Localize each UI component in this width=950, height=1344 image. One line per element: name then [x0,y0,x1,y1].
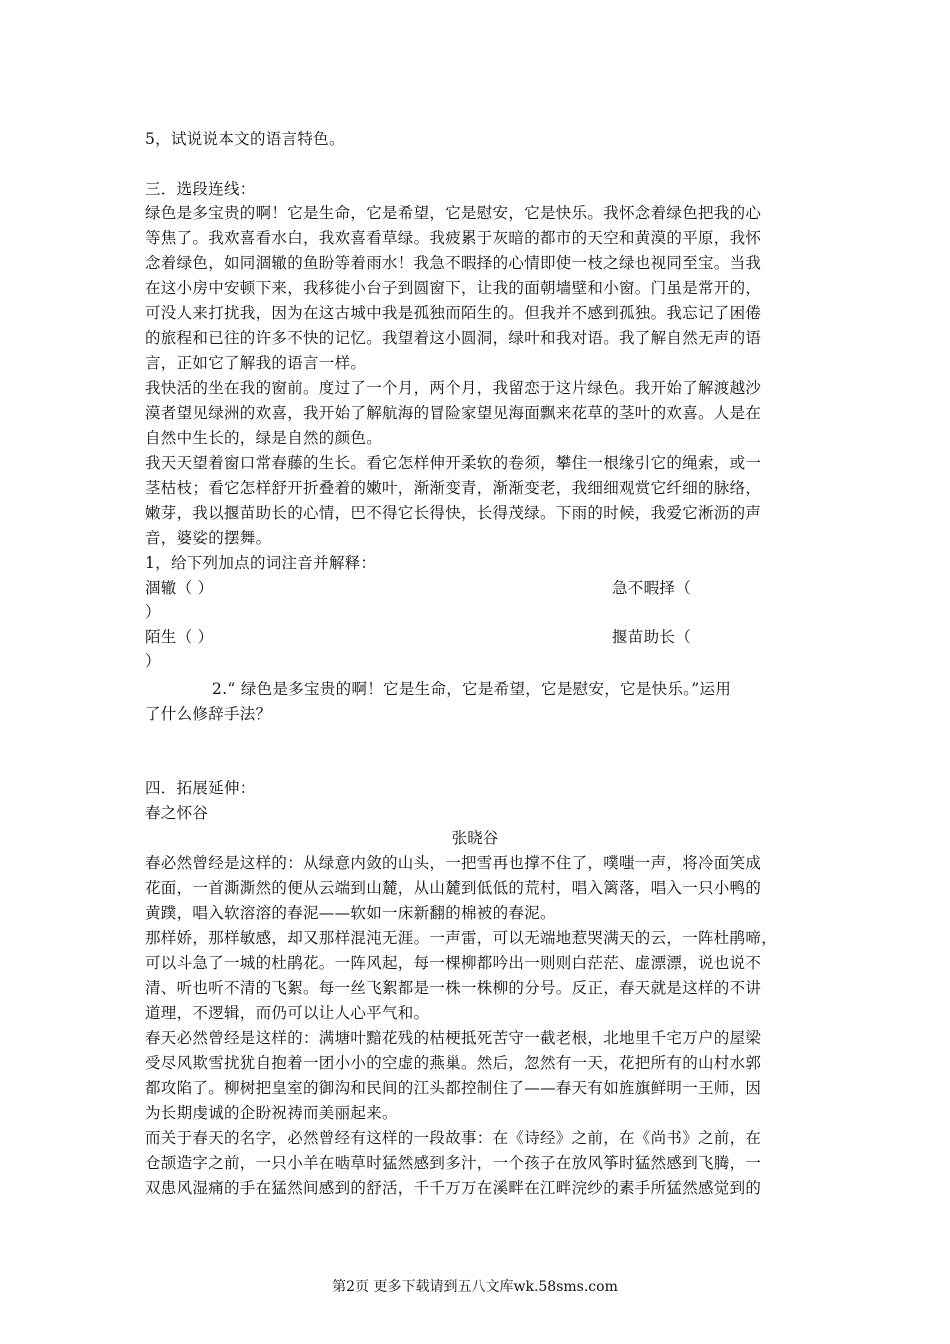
essay-line: 清、听也听不清的飞絮。每一丝飞絮都是一株一株柳的分号。反正，春天就是这样的不讲 [145,979,762,997]
essay-author: 张晓谷 [451,829,499,847]
passage-line: 等焦了。我欢喜看水白，我欢喜看草绿。我疲累于灰暗的都市的天空和黄漠的平原，我怀 [145,229,762,247]
passage-line: 嫩芽，我以揠苗助长的心情，巴不得它长得快，长得茂绿。下雨的时候，我爱它淅沥的声 [145,504,762,522]
passage-line: 我快活的坐在我的窗前。度过了一个月，两个月，我留恋于这片绿色。我开始了解渡越沙 [145,379,762,397]
essay-line: 可以斗急了一城的杜鹃花。一阵风起，每一棵柳都吟出一则则白茫茫、虚漂漂，说也说不 [145,954,762,972]
essay-line: 春必然曾经是这样的：从绿意内敛的山头，一把雪再也撑不住了，噗嗤一声，将冷面笑成 [145,854,762,872]
essay-line: 道理，不逻辑，而仍可以让人心平气和。 [145,1004,430,1022]
question-2-line-2: 了什么修辞手法？ [145,705,272,723]
question-5: 5，试说说本文的语言特色。 [145,130,345,148]
term-1-close: ） [145,603,161,621]
essay-line: 为长期虔诚的企盼祝祷而美丽起来。 [145,1104,398,1122]
passage-line: 念着绿色，如同涸辙的鱼盼等着雨水！我急不暇择的心情即使一枝之绿也视同至宝。当我 [145,254,762,272]
question-2-line-1: 2.“ 绿色是多宝贵的啊！它是生命，它是希望，它是慰安，它是快乐。”运用 [212,680,732,698]
essay-line: 黄蹼，唱入软溶溶的春泥——软如一床新翻的棉被的春泥。 [145,904,556,922]
essay-line: 春天必然曾经是这样的：满塘叶黯花残的枯梗抵死苦守一截老根，北地里千宅万户的屋梁 [145,1029,762,1047]
essay-line: 而关于春天的名字，必然曾经有这样的一段故事：在《诗经》之前，在《尚书》之前，在 [145,1129,762,1147]
essay-title: 春之怀谷 [145,804,209,822]
essay-line: 受尽风欺雪扰犹自抱着一团小小的空虚的燕巢。然后，忽然有一天，花把所有的山村水郭 [145,1054,762,1072]
passage-line: 言，正如它了解我的语言一样。 [145,354,367,372]
term-1-left: 涸辙（ ） [145,579,214,597]
passage-line: 在这小房中安顿下来，我移徙小台子到圆窗下，让我的面朝墙壁和小窗。门虽是常开的， [145,279,762,297]
passage-line: 可没人来打扰我，因为在这古城中我是孤独而陌生的。但我并不感到孤独。我忘记了困倦 [145,304,762,322]
question-1: 1，给下列加点的词注音并解释： [145,554,377,572]
passage-line: 绿色是多宝贵的啊！它是生命，它是希望，它是慰安，它是快乐。我怀念着绿色把我的心 [145,204,762,222]
passage-line: 音，婆娑的摆舞。 [145,529,272,547]
passage-line: 我天天望着窗口常春藤的生长。看它怎样伸开柔软的卷须，攀住一根缘引它的绳索，或一 [145,454,762,472]
essay-line: 仓颉造字之前，一只小羊在啮草时猛然感到多汁，一个孩子在放风筝时猛然感到飞腾，一 [145,1154,762,1172]
passage-line: 的旅程和已往的许多不快的记忆。我望着这小圆洞，绿叶和我对语。我了解自然无声的语 [145,329,762,347]
page-footer: 第2页 更多下载请到五八文库wk.58sms.com [332,1279,618,1295]
essay-line: 双患风湿痛的手在猛然间感到的舒活，千千万万在溪畔在江畔浣纱的素手所猛然感觉到的 [145,1179,762,1197]
essay-line: 那样娇，那样敏感，却又那样混沌无涯。一声雷，可以无端地惹哭满天的云，一阵杜鹃啼， [145,929,778,947]
passage-line: 漠者望见绿洲的欢喜，我开始了解航海的冒险家望见海面飘来花草的茎叶的欢喜。人是在 [145,404,762,422]
passage-line: 茎枯枝；看它怎样舒开折叠着的嫩叶，渐渐变青，渐渐变老，我细细观赏它纤细的脉络， [145,479,762,497]
section-3-heading: 三．选段连线： [145,180,256,198]
passage-line: 自然中生长的，绿是自然的颜色。 [145,429,383,447]
essay-line: 都攻陷了。柳树把皇室的御沟和民间的江头都控制住了——春天有如旌旗鲜明一王师，因 [145,1079,762,1097]
term-2-left: 陌生（ ） [145,628,214,646]
term-1-right: 急不暇择（ [612,579,692,597]
term-2-right: 揠苗助长（ [612,628,692,646]
essay-line: 花面，一首澌澌然的便从云端到山麓，从山麓到低低的荒村，唱入篱落，唱入一只小鸭的 [145,879,762,897]
section-4-heading: 四．拓展延伸： [145,779,256,797]
term-2-close: ） [145,652,161,670]
